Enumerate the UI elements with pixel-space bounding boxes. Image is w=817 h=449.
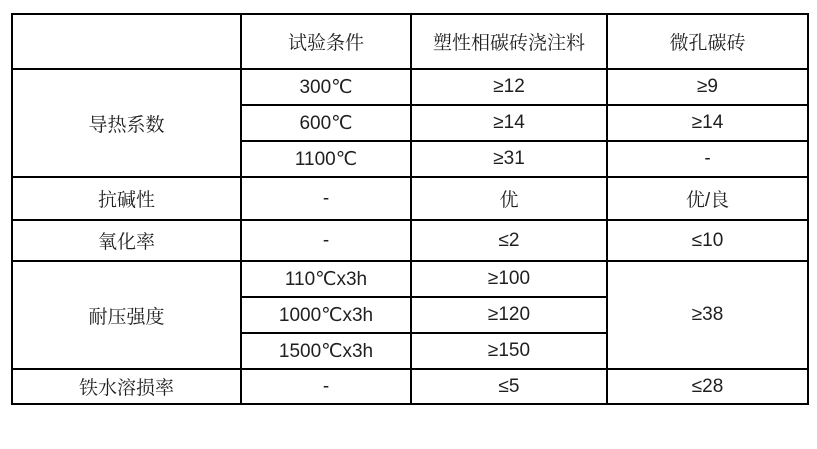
table-row-strength-110 — [12, 261, 808, 297]
row-label-thermal-conductivity: 导热系数 — [12, 69, 241, 177]
cell-thermal-300-brick: ≥9 — [607, 69, 808, 105]
table-row-oxidation-rate — [12, 220, 808, 261]
cell-oxidation-castable: ≤2 — [411, 220, 607, 261]
cell-strength-brick: ≥38 — [607, 261, 808, 369]
cell-iron-erosion-condition: - — [241, 369, 411, 404]
header-cell-microporous-carbon-brick: 微孔碳砖 — [607, 14, 808, 69]
cell-strength-110-castable: ≥100 — [411, 261, 607, 297]
cell-strength-1500-condition: 1500℃x3h — [241, 333, 411, 369]
cell-thermal-600-condition: 600℃ — [241, 105, 411, 141]
cell-oxidation-condition: - — [241, 220, 411, 261]
cell-thermal-300-condition: 300℃ — [241, 69, 411, 105]
cell-thermal-1100-castable: ≥31 — [411, 141, 607, 177]
cell-strength-1000-condition: 1000℃x3h — [241, 297, 411, 333]
header-cell-blank — [12, 14, 241, 69]
header-row — [12, 14, 808, 69]
row-label-alkali-resistance: 抗碱性 — [12, 177, 241, 220]
cell-thermal-1100-brick: - — [607, 141, 808, 177]
cell-thermal-600-brick: ≥14 — [607, 105, 808, 141]
row-label-compressive-strength: 耐压强度 — [12, 261, 241, 369]
cell-alkali-brick: 优/良 — [607, 177, 808, 220]
material-spec-table — [11, 13, 809, 405]
header-cell-test-condition: 试验条件 — [241, 14, 411, 69]
row-label-iron-melt-erosion: 铁水溶损率 — [12, 369, 241, 404]
row-label-oxidation-rate: 氧化率 — [12, 220, 241, 261]
table-row-alkali-resistance — [12, 177, 808, 220]
cell-oxidation-brick: ≤10 — [607, 220, 808, 261]
header-cell-plastic-carbon-castable: 塑性相碳砖浇注料 — [411, 14, 607, 69]
cell-thermal-300-castable: ≥12 — [411, 69, 607, 105]
cell-thermal-600-castable: ≥14 — [411, 105, 607, 141]
cell-strength-1500-castable: ≥150 — [411, 333, 607, 369]
table-row-iron-melt-erosion — [12, 369, 808, 404]
cell-alkali-condition: - — [241, 177, 411, 220]
table-row-thermal-300 — [12, 69, 808, 105]
cell-alkali-castable: 优 — [411, 177, 607, 220]
cell-strength-1000-castable: ≥120 — [411, 297, 607, 333]
cell-strength-110-condition: 110℃x3h — [241, 261, 411, 297]
cell-iron-erosion-castable: ≤5 — [411, 369, 607, 404]
cell-iron-erosion-brick: ≤28 — [607, 369, 808, 404]
cell-thermal-1100-condition: 1100℃ — [241, 141, 411, 177]
